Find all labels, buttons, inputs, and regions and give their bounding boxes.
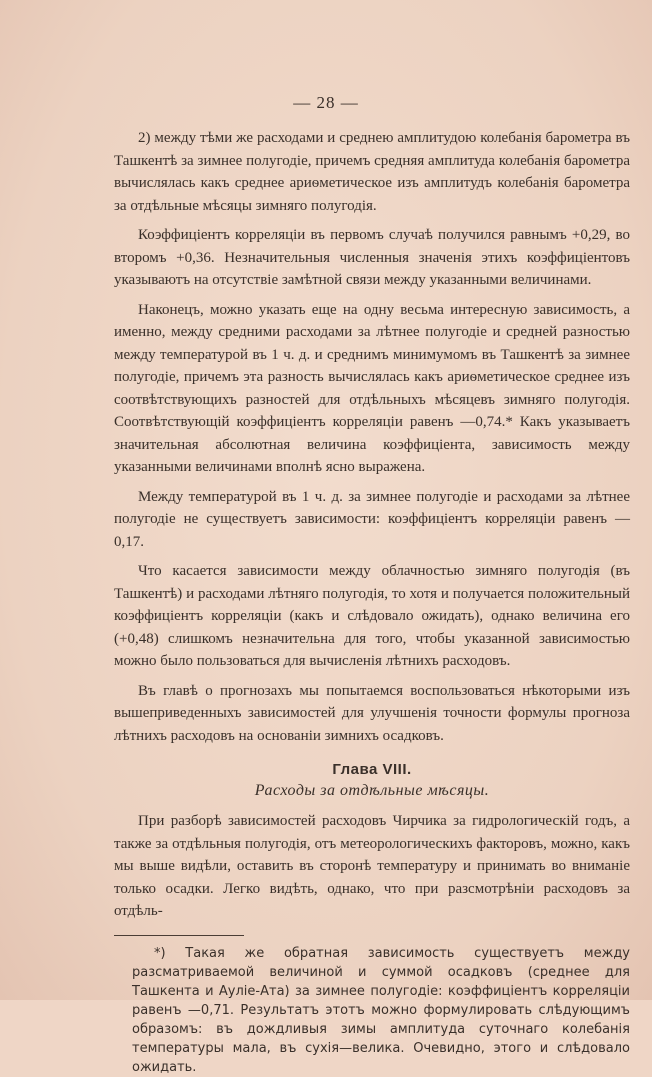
chapter-subtitle: Расходы за отдѣльные мѣсяцы.	[254, 782, 490, 799]
paragraph-7: При разборѣ зависимостей расходовъ Чирчика за гидрологическій годъ, а также за отдѣльныя полугодія, отъ метеорологическихъ факторовъ, можно, какъ мы выше видѣли, оставить въ сторонѣ температуру и принимать во вниманіе только осадки. Легко видѣть, однако, что при разсмотрѣніи расходовъ за отдѣль-	[114, 813, 630, 919]
footnote: *) Такая же обратная зависимость существуетъ между разсматриваемой величиной и суммой осадковъ (среднее для Ташкента и Ауліе-Ата) за зимнее полугодіе: коэффиціентъ корреляціи равенъ —0,71. Результатъ этотъ можно формулировать слѣдующимъ образомъ: въ дождливыя зимы амплитуда суточнаго колебанія температуры мала, въ сухія—велика. Очевидно, этого и слѣдовало ожидать.	[132, 945, 630, 1075]
paragraph-5: Что касается зависимости между облачностью зимняго полугодія (въ Ташкентѣ) и расходами лѣтняго полугодія, то хотя и получается положительный коэффиціентъ корреляціи (какъ и слѣдовало ожидать), однако величина его (+0,48) слишкомъ незначительна для того, чтобы указанной зависимостью можно было пользоваться для вычисленія лѣтнихъ расходовъ.	[114, 563, 630, 669]
paragraph-2: Коэффиціентъ корреляціи въ первомъ случаѣ получился равнымъ +0,29, во второмъ +0,36. Незначительныя численныя значенія этихъ коэффиціентовъ указываютъ на отсутствіе замѣтной связи между указанными величинами.	[114, 227, 630, 288]
chapter-heading: Глава VIII.	[332, 761, 412, 778]
page-number: — 28 —	[293, 93, 359, 112]
footnote-rule	[114, 935, 244, 936]
page-body	[114, 127, 630, 1077]
paragraph-6: Въ главѣ о прогнозахъ мы попытаемся воспользоваться нѣкоторыми изъ вышеприведенныхъ зависимостей для улучшенія точности формулы прогноза лѣтнихъ расходовъ на основаніи зимнихъ осадковъ.	[114, 682, 630, 744]
paragraph-3: Наконецъ, можно указать еще на одну весьма интересную зависимость, а именно, между средними расходами за лѣтнее полугодіе и средней разностью между температурой въ 1 ч. д. и среднимъ минимумомъ въ Ташкентѣ за зимнее полугодіе, причемъ эта разность вычислялась какъ ариѳметическое среднее изъ соотвѣтствующихъ разностей для отдѣльныхъ мѣсяцевъ зимняго полугодія. Соотвѣтствующій коэффиціентъ корреляціи равенъ —0,74.* Какъ указываетъ значительная абсолютная величина коэффиціента, зависимость между указанными величинами вполнѣ ясно выражена.	[114, 301, 630, 475]
paragraph-1: 2) между тѣми же расходами и среднею амплитудою колебанія барометра въ Ташкентѣ за зимнее полугодіе, причемъ средняя амплитуда колебанія барометра вычислялась какъ среднее ариѳметическое изъ амплитудъ колебанія барометра за отдѣльные мѣсяцы зимняго полугодія.	[114, 130, 630, 214]
paragraph-4: Между температурой въ 1 ч. д. за зимнее полугодіе и расходами за лѣтнее полугодіе не существуетъ зависимости: коэффиціентъ корреляціи равенъ —0,17.	[114, 488, 630, 550]
